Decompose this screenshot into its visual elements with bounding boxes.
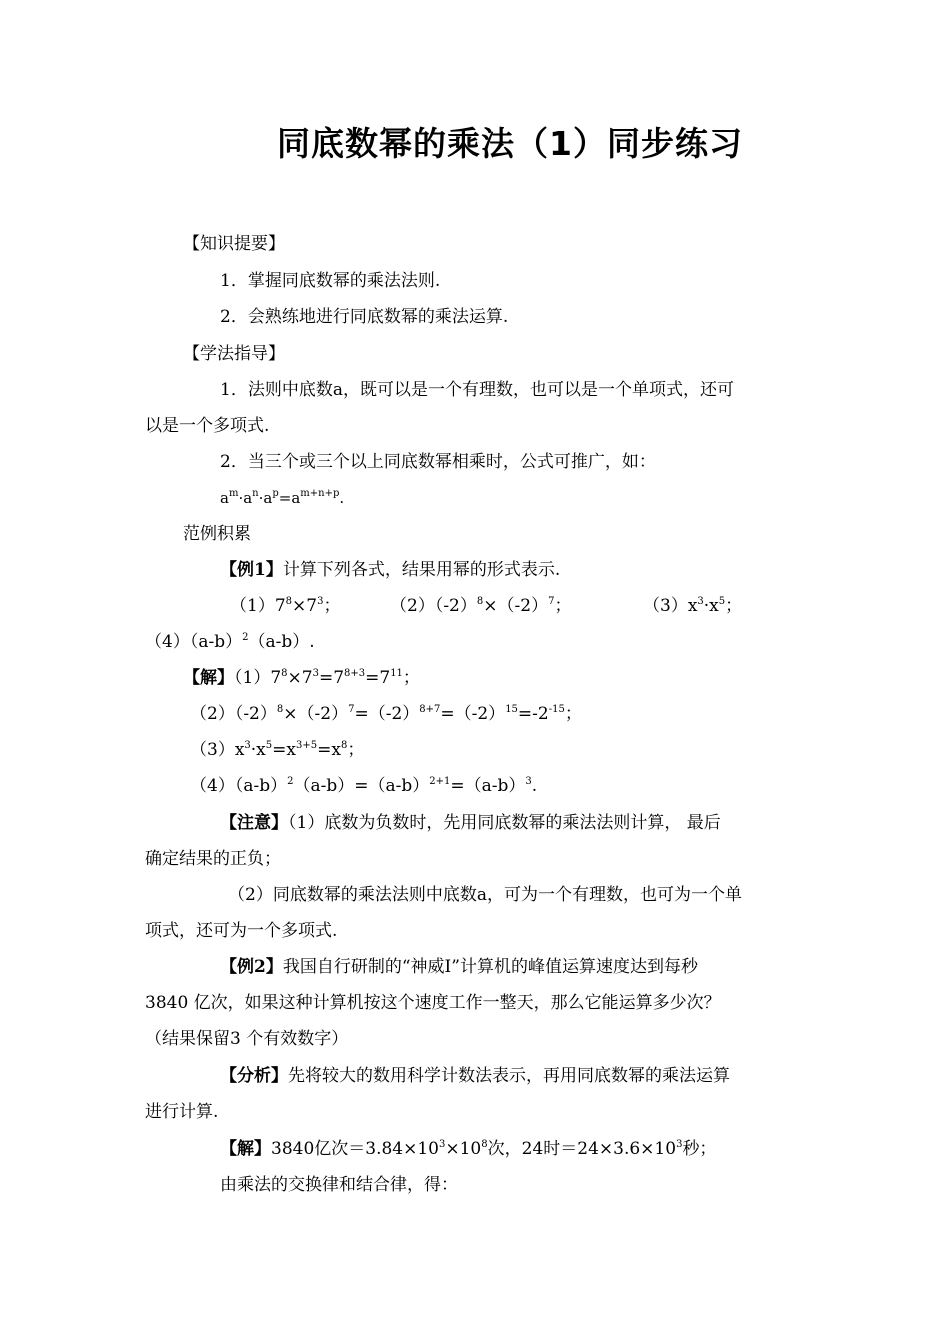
example-2-line-2: 3840 亿次，如果这种计算机按这个速度工作一整天，那么它能运算多少次？ <box>145 993 721 1013</box>
analysis-line-2: 进行计算. <box>145 1102 219 1122</box>
example-1-part-3: $(3)x^3\cdot x^5$； <box>643 596 743 616</box>
example-1-part-4: $(4)(a-b)^2(a-b)$. <box>145 632 315 652</box>
example-2-line-1: 【例2】我国自行研制的“神威Ⅰ”计算机的峰值运算速度达到每秒 <box>220 957 698 977</box>
solution-2-line-1: 【解】3840亿次$=3.84\times 10^3\times 10^8$次，24时$=24\times 3.6\times 10^3$秒； <box>220 1139 717 1159</box>
analysis-line-1: 【分析】先将较大的数用科学计数法表示，再用同底数幂的乘法运算 <box>220 1066 730 1086</box>
examples-heading: 范例积累 <box>183 524 251 544</box>
knowledge-item-1: 1．掌握同底数幂的乘法法则. <box>220 271 441 291</box>
note-line-3: （2）同底数幂的乘法法则中底数a，可为一个有理数，也可为一个单 <box>228 885 742 905</box>
knowledge-item-2: 2．会熟练地进行同底数幂的乘法运算. <box>220 307 509 327</box>
note-line-4: 项式，还可为一个多项式. <box>145 921 338 941</box>
knowledge-heading: 【知识提要】 <box>183 234 285 254</box>
guide-item-2: 2．当三个或三个以上同底数幂相乘时，公式可推广，如： <box>220 452 656 472</box>
example-1-question: 【例1】计算下列各式，结果用幂的形式表示. <box>220 560 561 580</box>
guide-item-1-line-1: 1．法则中底数a，既可以是一个有理数，也可以是一个单项式，还可 <box>220 380 734 400</box>
solution-1-line-1: 【解】$(1)7^8\times 7^3=7^{8+3}=7^{11}$； <box>183 668 420 688</box>
example-1-part-1: $(1)7^8\times 7^3$； <box>230 596 341 616</box>
note-line-1: 【注意】（1）底数为负数时，先用同底数幂的乘法法则计算， 最后 <box>220 813 721 833</box>
guide-item-1-line-2: 以是一个多项式. <box>145 416 270 436</box>
solution-2-line-2: 由乘法的交换律和结合律，得： <box>220 1175 458 1195</box>
example-2-line-3: （结果保留3 个有效数字） <box>145 1029 349 1049</box>
solution-1-line-4: $(4)(a-b)^2(a-b)=(a-b)^{2+1}=(a-b)^3$. <box>190 776 538 796</box>
solution-1-line-3: $(3)x^3\cdot x^5=x^{3+5}=x^8$； <box>190 740 365 760</box>
guide-formula: $a^m\cdot a^n\cdot a^p=a^{m+n+p}$. <box>220 488 345 507</box>
guide-heading: 【学法指导】 <box>183 344 285 364</box>
note-line-2: 确定结果的正负； <box>145 849 281 869</box>
solution-1-line-2: $(2)(-2)^8\times(-2)^7=(-2)^{8+7}=(-2)^{15}=-2^{-15}$； <box>190 704 582 724</box>
example-1-part-2: $(2)(-2)^8\times(-2)^7$； <box>390 596 572 616</box>
page-title: 同底数幂的乘法（1）同步练习 <box>277 124 743 163</box>
